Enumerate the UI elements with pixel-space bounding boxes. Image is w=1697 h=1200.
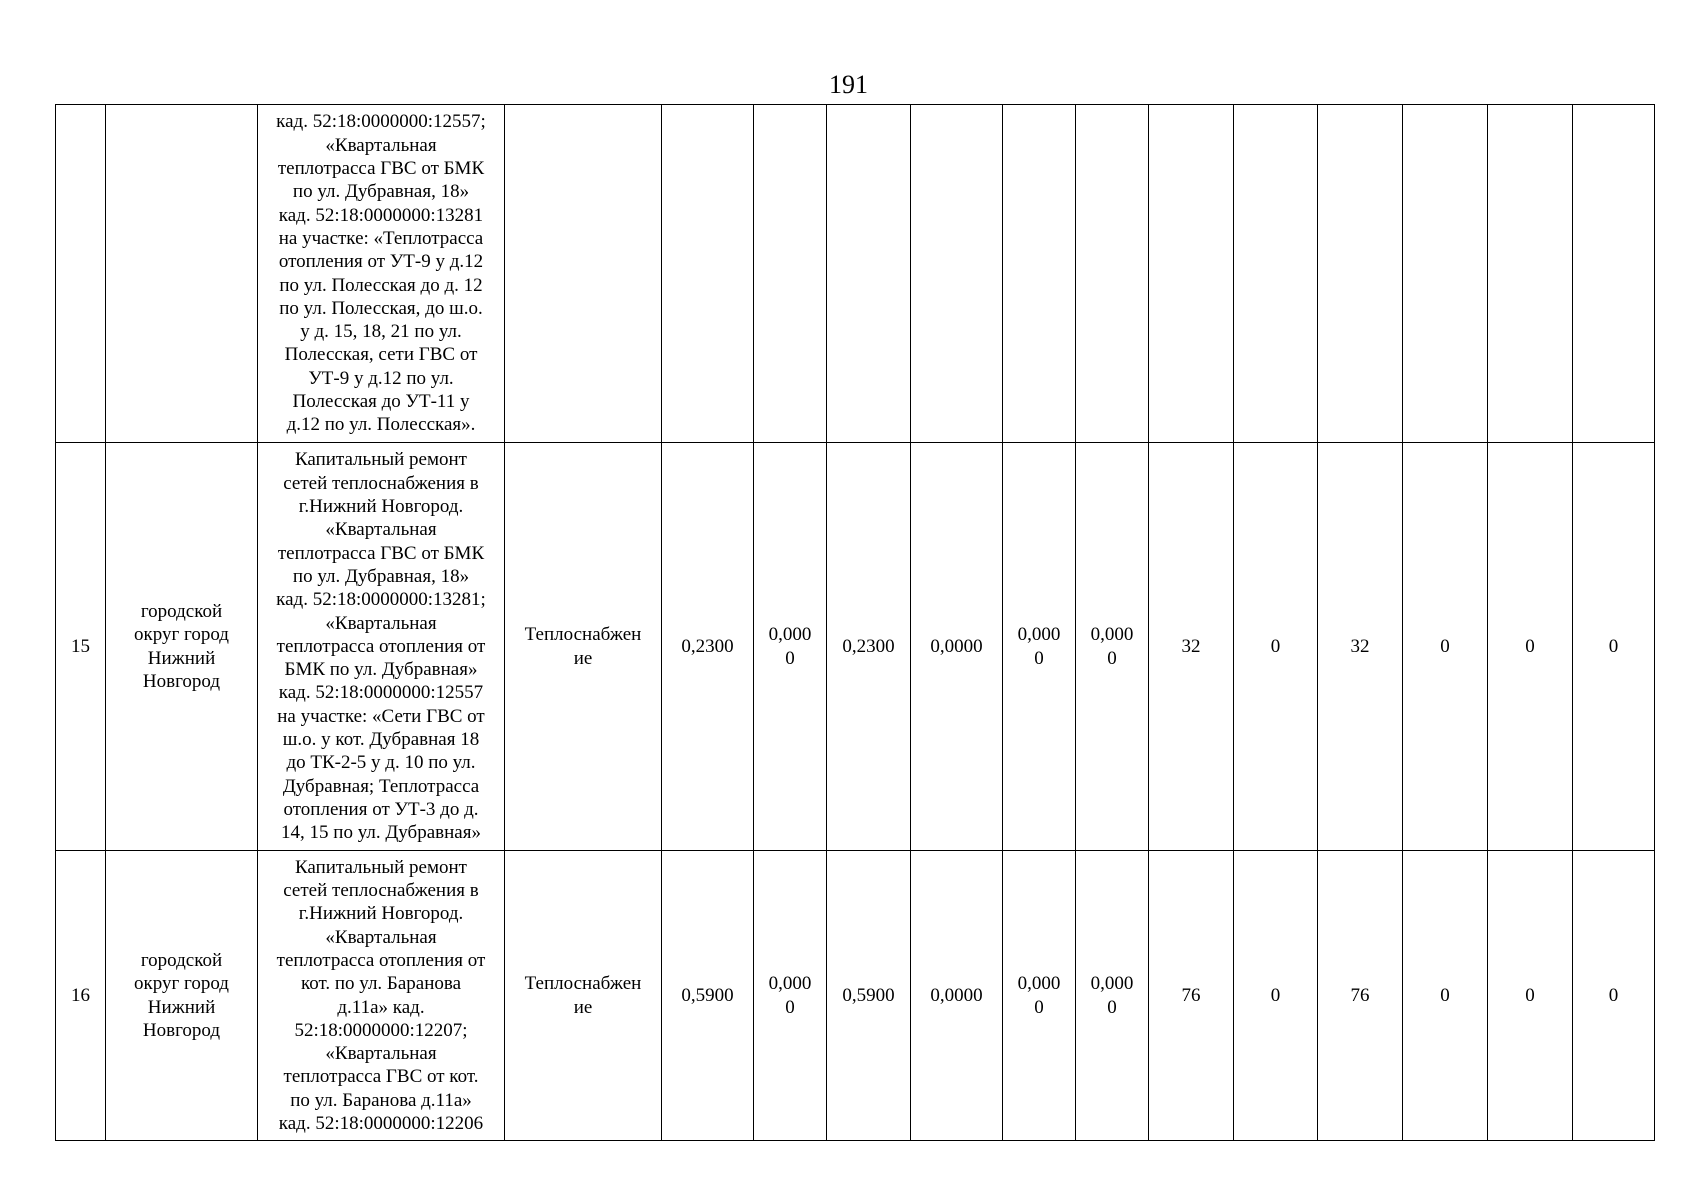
description-line: «Квартальная xyxy=(325,612,437,634)
description-line: отопления от УТ-3 до д. xyxy=(283,798,479,820)
value-cell-12 xyxy=(1573,105,1655,443)
value-line: 0,000 xyxy=(768,624,812,646)
value-cell-9 xyxy=(1318,105,1403,443)
description-line: сетей теплоснабжения в xyxy=(283,472,479,494)
value-cell-6 xyxy=(1076,105,1149,443)
municipality-line: Новгород xyxy=(142,1019,221,1041)
description-cell xyxy=(258,851,505,1141)
description-line: по ул. Полесская, до ш.о. xyxy=(279,297,483,319)
value-cell-8: 0 xyxy=(1234,443,1318,851)
table-row xyxy=(56,105,1655,443)
category-cell xyxy=(505,851,662,1141)
municipality-cell xyxy=(106,105,258,443)
value-cell-5 xyxy=(1003,443,1076,851)
description-line: кад. 52:18:0000000:12206 xyxy=(278,1112,484,1134)
value-cell-11: 0 xyxy=(1488,443,1573,851)
description-line: г.Нижний Новгород. xyxy=(298,903,464,925)
municipality-cell xyxy=(106,443,258,851)
municipality-line: округ город xyxy=(134,624,229,646)
description-line: по ул. Полесская до д. 12 xyxy=(279,274,483,296)
description-line: кот. по ул. Баранова xyxy=(300,973,462,995)
description-line: 14, 15 по ул. Дубравная» xyxy=(281,822,481,844)
description-cell xyxy=(258,105,505,443)
description-line: кад. 52:18:0000000:13281; xyxy=(276,589,486,611)
description-line: д.11а» кад. xyxy=(337,996,425,1018)
description-line: Полесская до УТ-11 у xyxy=(292,390,470,412)
value-line: 0,000 xyxy=(1090,624,1134,646)
description-line: г.Нижний Новгород. xyxy=(298,496,464,518)
description-line: кад. 52:18:0000000:12557 xyxy=(278,682,484,704)
value-cell-7: 76 xyxy=(1149,851,1234,1141)
value-cell-3 xyxy=(827,851,911,1141)
description-line: теплотрасса ГВС от БМК xyxy=(277,158,485,180)
description-line: на участке: «Сети ГВС от xyxy=(277,705,485,727)
value-line: 0,000 xyxy=(1090,973,1134,995)
value-cell-4 xyxy=(911,105,1003,443)
description-line: Капитальный ремонт xyxy=(294,449,467,471)
data-table xyxy=(55,104,1655,1141)
value-cell-2 xyxy=(754,443,827,851)
value-line: 0,5900 xyxy=(842,984,895,1006)
value-cell-2 xyxy=(754,105,827,443)
description-line: Дубравная; Теплотрасса xyxy=(282,775,480,797)
description-line: «Квартальная xyxy=(325,1043,437,1065)
value-cell-10 xyxy=(1403,105,1488,443)
value-cell-7 xyxy=(1149,105,1234,443)
value-line: 0 xyxy=(785,996,795,1018)
description-line: ш.о. у кот. Дубравная 18 xyxy=(282,729,480,751)
value-cell-10: 0 xyxy=(1403,851,1488,1141)
description-line: УТ-9 у д.12 по ул. xyxy=(308,367,454,389)
value-cell-4 xyxy=(911,851,1003,1141)
description-line: у д. 15, 18, 21 по ул. xyxy=(300,321,462,343)
value-line: 0 xyxy=(785,647,795,669)
municipality-line: округ город xyxy=(134,973,229,995)
row-number-cell xyxy=(56,105,106,443)
description-line: теплотрасса ГВС от БМК xyxy=(277,542,485,564)
description-line: кад. 52:18:0000000:13281 xyxy=(278,204,484,226)
municipality-line: Нижний xyxy=(147,647,216,669)
value-line: 0 xyxy=(1107,996,1117,1018)
value-line: 0 xyxy=(1107,647,1117,669)
value-cell-11 xyxy=(1488,105,1573,443)
value-cell-6 xyxy=(1076,443,1149,851)
value-cell-7: 32 xyxy=(1149,443,1234,851)
value-cell-12: 0 xyxy=(1573,443,1655,851)
description-line: теплотрасса отопления от xyxy=(276,635,486,657)
description-line: по ул. Дубравная, 18» xyxy=(292,565,470,587)
category-line: Теплоснабжен xyxy=(524,624,642,646)
description-line: теплотрасса отопления от xyxy=(276,949,486,971)
municipality-line: Нижний xyxy=(147,996,216,1018)
description-line: Полесская, сети ГВС от xyxy=(284,344,478,366)
description-line: «Квартальная xyxy=(325,134,437,156)
table-row xyxy=(56,443,1655,851)
value-cell-5 xyxy=(1003,851,1076,1141)
value-line: 0 xyxy=(1034,647,1044,669)
description-line: на участке: «Теплотрасса xyxy=(278,227,484,249)
value-cell-6 xyxy=(1076,851,1149,1141)
description-line: 52:18:0000000:12207; xyxy=(294,1019,468,1041)
table-body xyxy=(56,105,1655,1141)
value-cell-1 xyxy=(662,851,754,1141)
category-line: ие xyxy=(573,647,593,669)
row-number-cell: 16 xyxy=(56,851,106,1141)
table-row xyxy=(56,851,1655,1141)
value-cell-12: 0 xyxy=(1573,851,1655,1141)
value-line: 0,000 xyxy=(768,973,812,995)
value-line: 0,000 xyxy=(1017,624,1061,646)
value-cell-11: 0 xyxy=(1488,851,1573,1141)
description-line: по ул. Баранова д.11а» xyxy=(290,1089,472,1111)
municipality-cell xyxy=(106,851,258,1141)
description-line: по ул. Дубравная, 18» xyxy=(292,181,470,203)
description-cell xyxy=(258,443,505,851)
description-line: БМК по ул. Дубравная» xyxy=(284,659,478,681)
value-cell-2 xyxy=(754,851,827,1141)
category-line: Теплоснабжен xyxy=(524,973,642,995)
description-line: «Квартальная xyxy=(325,519,437,541)
municipality-line: городской xyxy=(140,949,223,971)
category-line: ие xyxy=(573,996,593,1018)
value-cell-9: 76 xyxy=(1318,851,1403,1141)
value-cell-9: 32 xyxy=(1318,443,1403,851)
description-line: кад. 52:18:0000000:12557; xyxy=(276,111,486,133)
value-line: 0,2300 xyxy=(681,635,734,657)
description-line: д.12 по ул. Полесская». xyxy=(286,414,476,436)
value-cell-10: 0 xyxy=(1403,443,1488,851)
category-cell xyxy=(505,105,662,443)
category-cell xyxy=(505,443,662,851)
value-line: 0,2300 xyxy=(842,635,895,657)
municipality-line: городской xyxy=(140,600,223,622)
description-line: отопления от УТ-9 у д.12 xyxy=(278,251,484,273)
value-cell-4 xyxy=(911,443,1003,851)
value-line: 0,0000 xyxy=(930,984,983,1006)
value-cell-1 xyxy=(662,105,754,443)
value-cell-8: 0 xyxy=(1234,851,1318,1141)
description-line: «Квартальная xyxy=(325,926,437,948)
page-number: 191 xyxy=(829,70,868,99)
value-line: 0,000 xyxy=(1017,973,1061,995)
value-line: 0,0000 xyxy=(930,635,983,657)
value-cell-3 xyxy=(827,443,911,851)
description-line: сетей теплоснабжения в xyxy=(283,880,479,902)
description-line: Капитальный ремонт xyxy=(294,856,467,878)
description-line: до ТК-2-5 у д. 10 по ул. xyxy=(286,752,476,774)
row-number-cell: 15 xyxy=(56,443,106,851)
value-line: 0 xyxy=(1034,996,1044,1018)
description-line: теплотрасса ГВС от кот. xyxy=(283,1066,479,1088)
municipality-line: Новгород xyxy=(142,670,221,692)
value-cell-3 xyxy=(827,105,911,443)
value-cell-8 xyxy=(1234,105,1318,443)
value-cell-1 xyxy=(662,443,754,851)
value-cell-5 xyxy=(1003,105,1076,443)
value-line: 0,5900 xyxy=(681,984,734,1006)
